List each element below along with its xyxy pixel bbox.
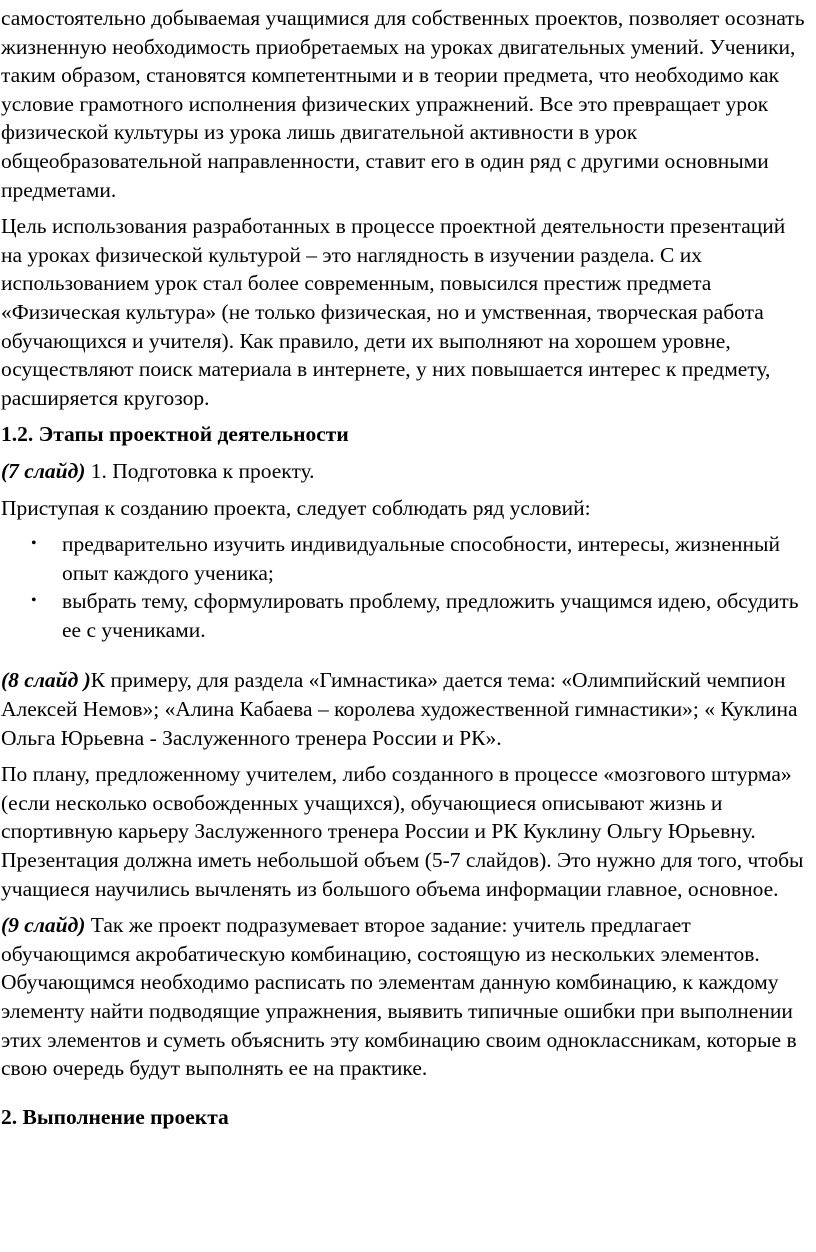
slide-8-reference: (8 слайд ) [1,668,91,693]
heading-project-execution: 2. Выполнение проекта [1,1104,229,1129]
paragraph-slide-9 [1,911,816,1083]
slide-9-reference: (9 слайд) [1,913,86,938]
bullet-icon: • [31,535,37,553]
slide-9-text: Так же проект подразумевает второе задание: учитель предлагает обучающимся акробатическую комбинацию, состоящую из нескольких элементов. Обучающимся необходимо расписать по элементам данную комбинацию, к каждому элементу найти подводящие упражнения, выявить типичные ошибки при выполнении этих элементов и суметь объяснить эту комбинацию своим одноклассникам, которые в свою очередь будут выполнять ее на практике. [1,913,797,1081]
paragraph-slide-8 [1,666,816,752]
list-item-text: предварительно изучить индивидуальные способности, интересы, жизненный опыт каждого ученика; [62,532,781,585]
paragraph-plan: По плану, предложенному учителем, либо созданного в процессе «мозгового штурма» (если несколько освобожденных учащихся), обучающиеся описывают жизнь и спортивную карьеру Заслуженного тренера России и РК Куклину Ольгу Юрьевну. Презентация должна иметь небольшой объем (5-7 слайдов). Это нужно для того, чтобы учащиеся научились вычленять из большого объема информации главное, основное. [1,762,804,901]
paragraph-slide-7 [1,457,816,486]
heading-project-stages: 1.2. Этапы проектной деятельности [1,422,349,447]
paragraph-conditions: Приступая к созданию проекта, следует соблюдать ряд условий: [1,495,591,520]
slide-7-reference: (7 слайд) [1,458,86,483]
slide-8-text: К примеру, для раздела «Гимнастика» дается тема: «Олимпийский чемпион Алексей Немов»; «Алина Кабаева – королева художественной гимнастики»; « Куклина Ольга Юрьевна - Заслуженного тренера России и РК». [1,668,798,750]
paragraph-goal: Цель использования разработанных в процессе проектной деятельности презентаций на уроках физической культурой – это наглядность в изучении раздела. С их использованием урок стал более современным, повысился престиж предмета «Физическая культура» (не только физическая, но и умственная, творческая работа обучающихся и учителя). Как правило, дети их выполняют на хорошем уровне, осуществляют поиск материала в интернете, у них повышается интерес к предмету, расширяется кругозор. [1,214,786,410]
list-item [31,530,808,587]
bullet-icon: • [31,592,37,610]
conditions-list [1,530,816,644]
list-item [31,587,808,644]
paragraph-intro: самостоятельно добываемая учащимися для собственных проектов, позволяет осознать жизненную необходимость приобретаемых на уроках двигательных умений. Ученики, таким образом, становятся компетентными и в теории предмета, что необходимо как условие грамотного исполнения физических упражнений. Все это превращает урок физической культуры из урока лишь двигательной активности в урок общеобразовательной направленности, ставит его в один ряд с другими основными предметами. [1,6,805,202]
slide-7-text: 1. Подготовка к проекту. [85,458,315,483]
list-item-text: выбрать тему, сформулировать проблему, предложить учащимся идею, обсудить ее с учениками. [62,589,799,642]
